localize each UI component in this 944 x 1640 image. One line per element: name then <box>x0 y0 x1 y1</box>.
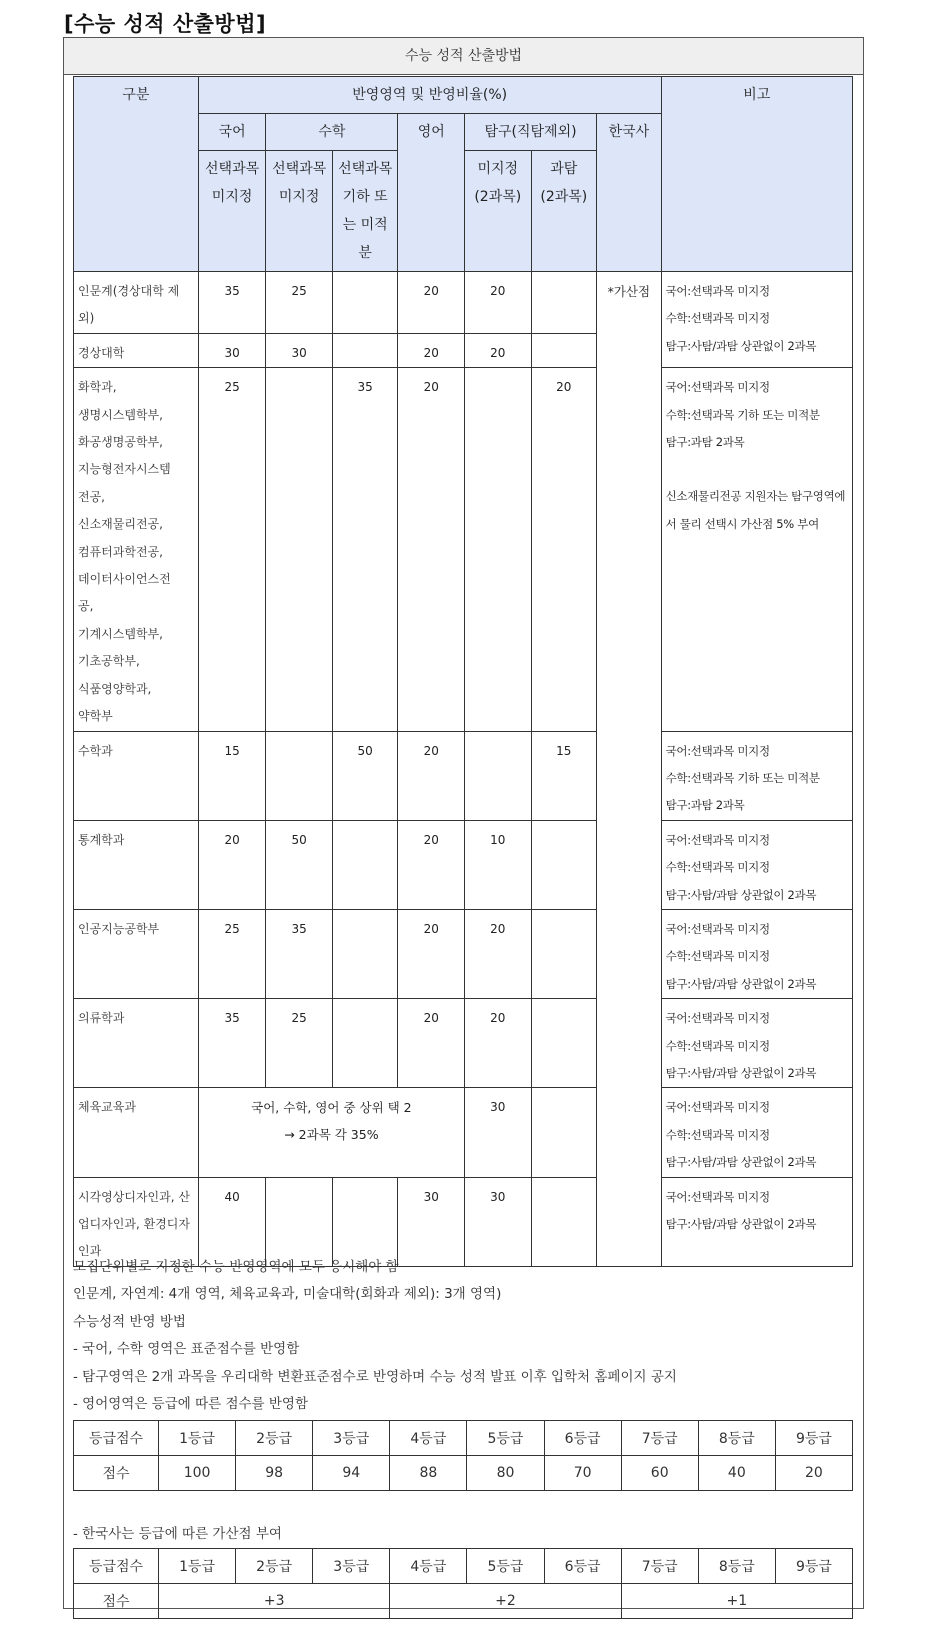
math1-value <box>266 368 333 731</box>
grade-header-row <box>74 1421 853 1456</box>
math1-value: 50 <box>266 820 333 909</box>
remarks-cell: 국어:선택과목 미지정 수학:선택과목 기하 또는 미적분 탐구:과탐 2과목 <box>661 731 852 820</box>
math1-value: 25 <box>266 999 333 1088</box>
note-line: - 영어영역은 등급에 따른 점수를 반영함 <box>73 1395 308 1412</box>
grade-label: 등급점수 <box>74 1421 159 1456</box>
merged-top2-cell: 국어, 수학, 영어 중 상위 택 2 → 2과목 각 35% <box>198 1088 464 1177</box>
inquiry2-value: 15 <box>531 731 597 820</box>
history-grade-table <box>73 1548 853 1619</box>
table-row <box>74 1177 853 1266</box>
unit-cell: 인문계(경상대학 제 외) <box>74 272 199 334</box>
table-row <box>74 272 853 334</box>
remarks-cell: 국어:선택과목 미지정 수학:선택과목 미지정 탐구:사탐/과탐 상관없이 2과목 <box>661 1088 852 1177</box>
inquiry2-value <box>531 999 597 1088</box>
remarks-cell: 국어:선택과목 미지정 수학:선택과목 미지정 탐구:사탐/과탐 상관없이 2과목 <box>661 909 852 998</box>
math-sub-header-2: 선택과목 기하 또 는 미적 분 <box>332 151 398 272</box>
math2-value <box>332 999 398 1088</box>
inquiry-sub-header-2: 과탐 (2과목) <box>531 151 597 272</box>
inquiry1-value: 20 <box>465 272 532 334</box>
remarks-cell: 국어:선택과목 미지정 탐구:사탐/과탐 상관없이 2과목 <box>661 1177 852 1266</box>
history-header: 한국사 <box>597 114 662 272</box>
score-cell: 20 <box>775 1456 852 1491</box>
note-line: - 탐구영역은 2개 과목을 우리대학 변환표준점수로 반영하며 수능 성적 발표 이후 입학처 홈페이지 공지 <box>73 1368 677 1385</box>
table-row <box>74 999 853 1088</box>
note-line: 모집단위별로 지정한 수능 반영영역에 모두 응시해야 함 <box>73 1259 399 1275</box>
remarks-cell: 국어:선택과목 미지정 수학:선택과목 미지정 탐구:사탐/과탐 상관없이 2과목 <box>661 820 852 909</box>
score-label: 점수 <box>74 1456 159 1491</box>
note-line: - 국어, 수학 영역은 표준점수를 반영함 <box>73 1341 300 1358</box>
inquiry2-value <box>531 272 597 334</box>
english-value: 20 <box>398 999 465 1088</box>
score-method-box <box>63 37 864 1609</box>
note-line: 인문계, 자연계: 4개 영역, 체육교육과, 미술대학(회화과 제외): 3개 영역) <box>73 1286 502 1303</box>
unit-cell: 인공지능공학부 <box>74 909 199 998</box>
table-row <box>74 820 853 909</box>
inquiry1-value: 30 <box>465 1177 532 1266</box>
inquiry1-value: 30 <box>465 1088 532 1177</box>
grade-cell: 4등급 <box>390 1421 467 1456</box>
unit-cell: 화학과, 생명시스템학부, 화공생명공학부, 지능형전자시스템 전공, 신소재물리전공, 컴퓨터과학전공, 데이터사이언스전 공, 기계시스템학부, 기초공학부, 식품영양학과, 약학부 <box>74 368 199 731</box>
english-value: 20 <box>398 272 465 334</box>
inquiry1-value <box>465 368 532 731</box>
unit-cell: 수학과 <box>74 731 199 820</box>
bonus-cell: +2 <box>390 1584 621 1619</box>
math2-value <box>332 1177 398 1266</box>
grade-cell: 9등급 <box>775 1421 852 1456</box>
score-cell: 88 <box>390 1456 467 1491</box>
grade-cell: 9등급 <box>775 1549 852 1584</box>
box-title: 수능 성적 산출방법 <box>64 38 863 75</box>
score-label: 점수 <box>74 1584 159 1619</box>
history-bonus-cell: *가산점 <box>597 272 662 1267</box>
score-cell: 60 <box>621 1456 698 1491</box>
grade-cell: 3등급 <box>313 1549 390 1584</box>
score-cell: 100 <box>159 1456 236 1491</box>
remarks-header: 비고 <box>661 77 852 272</box>
korean-value: 30 <box>198 333 266 367</box>
english-value: 20 <box>398 368 465 731</box>
math2-value <box>332 820 398 909</box>
korean-sub-header: 선택과목 미지정 <box>198 151 266 272</box>
english-value: 20 <box>398 820 465 909</box>
grade-cell: 5등급 <box>467 1421 544 1456</box>
math2-value: 35 <box>332 368 398 731</box>
math-header: 수학 <box>266 114 398 151</box>
reflection-header: 반영영역 및 반영비율(%) <box>198 77 661 114</box>
korean-value: 15 <box>198 731 266 820</box>
score-row <box>74 1456 853 1491</box>
math2-value <box>332 272 398 334</box>
korean-header: 국어 <box>198 114 266 151</box>
english-grade-table <box>73 1420 853 1491</box>
grade-cell: 1등급 <box>159 1421 236 1456</box>
english-value: 30 <box>398 1177 465 1266</box>
math2-value <box>332 333 398 367</box>
grade-cell: 3등급 <box>313 1421 390 1456</box>
english-value: 20 <box>398 909 465 998</box>
english-value: 20 <box>398 731 465 820</box>
inquiry2-value <box>531 909 597 998</box>
table-row <box>74 731 853 820</box>
math1-value <box>266 1177 333 1266</box>
korean-value: 35 <box>198 272 266 334</box>
grade-cell: 5등급 <box>467 1549 544 1584</box>
korean-value: 25 <box>198 909 266 998</box>
math1-value <box>266 731 333 820</box>
header-row-1 <box>74 77 853 114</box>
unit-cell: 체육교육과 <box>74 1088 199 1177</box>
korean-value: 20 <box>198 820 266 909</box>
english-value: 20 <box>398 333 465 367</box>
remarks-cell: 국어:선택과목 미지정 수학:선택과목 미지정 탐구:사탐/과탐 상관없이 2과목 <box>661 272 852 368</box>
inquiry1-value: 10 <box>465 820 532 909</box>
grade-cell: 2등급 <box>236 1421 313 1456</box>
table-row <box>74 909 853 998</box>
grade-cell: 6등급 <box>544 1549 621 1584</box>
korean-value: 40 <box>198 1177 266 1266</box>
unit-cell: 경상대학 <box>74 333 199 367</box>
inquiry2-value <box>531 1177 597 1266</box>
inquiry2-value <box>531 1088 597 1177</box>
bonus-cell: +1 <box>621 1584 852 1619</box>
math1-value: 35 <box>266 909 333 998</box>
grade-cell: 7등급 <box>621 1549 698 1584</box>
score-cell: 98 <box>236 1456 313 1491</box>
inquiry1-value <box>465 731 532 820</box>
bonus-cell: +3 <box>159 1584 390 1619</box>
inquiry1-value: 20 <box>465 999 532 1088</box>
bonus-row <box>74 1584 853 1619</box>
inquiry1-value: 20 <box>465 333 532 367</box>
note-line: 수능성적 반영 방법 <box>73 1313 186 1330</box>
remarks-cell: 국어:선택과목 미지정 수학:선택과목 미지정 탐구:사탐/과탐 상관없이 2과목 <box>661 999 852 1088</box>
score-cell: 70 <box>544 1456 621 1491</box>
table-row <box>74 368 853 731</box>
grade-cell: 4등급 <box>390 1549 467 1584</box>
grade-cell: 2등급 <box>236 1549 313 1584</box>
unit-cell: 통계학과 <box>74 820 199 909</box>
math1-value: 30 <box>266 333 333 367</box>
math-sub-header-1: 선택과목 미지정 <box>266 151 333 272</box>
korean-value: 35 <box>198 999 266 1088</box>
korean-value: 25 <box>198 368 266 731</box>
score-cell: 40 <box>698 1456 775 1491</box>
notes-block <box>73 1254 677 1418</box>
grade-cell: 7등급 <box>621 1421 698 1456</box>
inquiry1-value: 20 <box>465 909 532 998</box>
unit-cell: 시각영상디자인과, 산 업디자인과, 환경디자 인과 <box>74 1177 199 1266</box>
grade-cell: 8등급 <box>698 1421 775 1456</box>
inquiry2-value: 20 <box>531 368 597 731</box>
inquiry-header: 탐구(직탐제외) <box>465 114 597 151</box>
history-grade-title: - 한국사는 등급에 따른 가산점 부여 <box>73 1526 282 1542</box>
grade-cell: 8등급 <box>698 1549 775 1584</box>
inquiry2-value <box>531 820 597 909</box>
grade-cell: 1등급 <box>159 1549 236 1584</box>
reflection-table <box>73 76 853 1267</box>
grade-header-row <box>74 1549 853 1584</box>
english-header: 영어 <box>398 114 465 272</box>
score-cell: 80 <box>467 1456 544 1491</box>
table-row <box>74 1088 853 1177</box>
remarks-cell: 국어:선택과목 미지정 수학:선택과목 기하 또는 미적분 탐구:과탐 2과목 신소재물리전공 지원자는 탐구영역에 서 물리 선택시 가산점 5% 부여 <box>661 368 852 731</box>
grade-cell: 6등급 <box>544 1421 621 1456</box>
grade-label: 등급점수 <box>74 1549 159 1584</box>
math1-value: 25 <box>266 272 333 334</box>
math2-value: 50 <box>332 731 398 820</box>
unit-cell: 의류학과 <box>74 999 199 1088</box>
page-title: [수능 성적 산출방법] <box>64 12 267 36</box>
inquiry2-value <box>531 333 597 367</box>
inquiry-sub-header-1: 미지정 (2과목) <box>465 151 532 272</box>
math2-value <box>332 909 398 998</box>
category-header: 구분 <box>74 77 199 272</box>
score-cell: 94 <box>313 1456 390 1491</box>
